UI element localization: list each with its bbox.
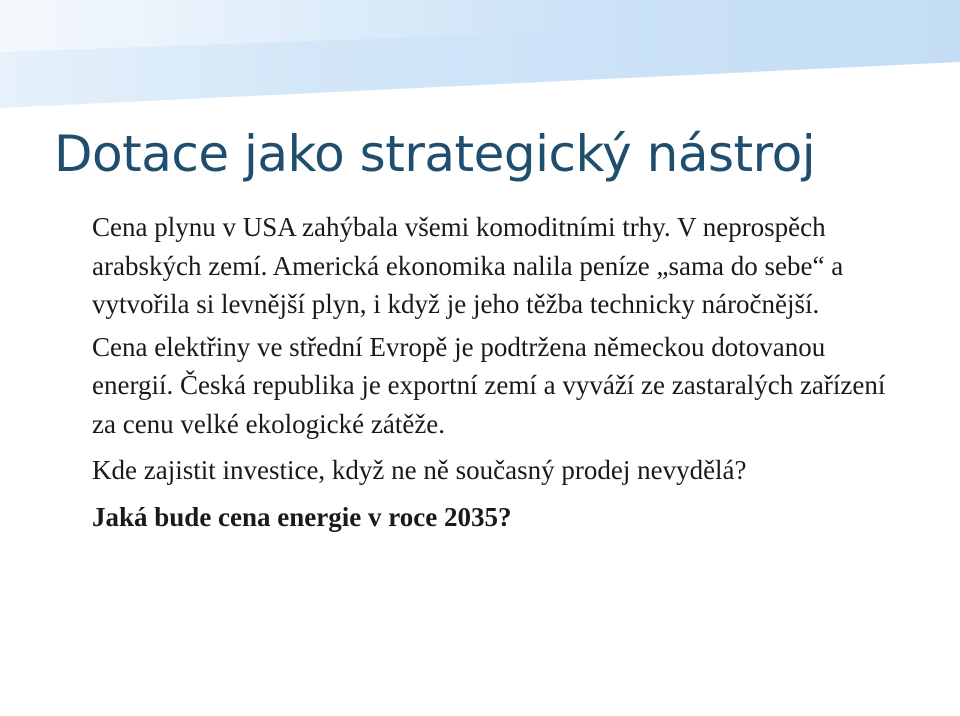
paragraph-energy-price-question: Jaká bude cena energie v roce 2035? (92, 501, 512, 532)
paragraph-electricity-price: Cena elektřiny ve střední Evropě je podtržena německou dotovanou energií. Česká republika je exportní zemí a vyváží ze zastaralých zařízení za cenu velké ekologické zátěže. (92, 331, 886, 439)
paragraph-investment-question: Kde zajistit investice, když ne ně současný prodej nevydělá? (92, 455, 747, 485)
slide-body (92, 208, 892, 540)
paragraph-gas-price: Cena plynu v USA zahýbala všemi komoditními trhy. V neprospěch arabských zemí. Americká ekonomika nalila peníze „sama do sebe“ a vytvořila si levnější plyn, i když je jeho těžba technicky náročnější. (92, 212, 844, 319)
slide-title: Dotace jako strategický nástroj (54, 125, 816, 183)
